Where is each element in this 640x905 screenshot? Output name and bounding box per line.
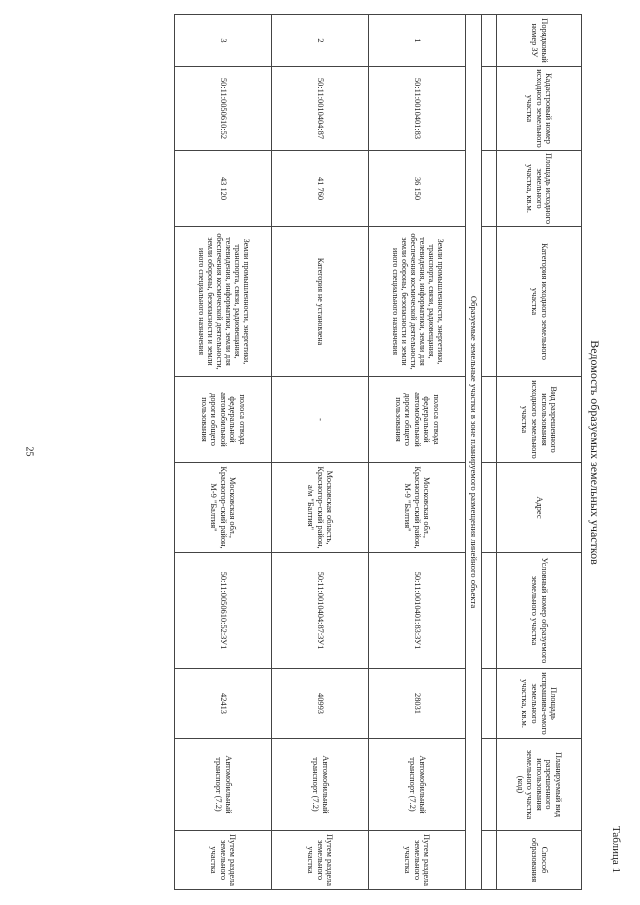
cell-formation-method: Путем раздела земельного участка bbox=[272, 831, 369, 890]
table-row bbox=[175, 15, 272, 890]
cell-requested-area: 40993 bbox=[272, 669, 369, 739]
cell-formation-method: Путем раздела земельного участка bbox=[175, 831, 272, 890]
cell-address: Московская область, Красногор-ский район, а/м "Балтия" bbox=[272, 463, 369, 553]
empty-row bbox=[482, 15, 497, 890]
page-number: 25 bbox=[23, 446, 35, 457]
cell-permitted-use: полоса отвода федеральной автомобильной дороги общего пользования bbox=[369, 377, 466, 463]
section-row bbox=[466, 15, 482, 890]
cell-address: Московская обл., Красногор-ский район, М-9 "Балтия" bbox=[175, 463, 272, 553]
header-cell-cadastral-number: Кадастровый номер исходного земельного участка bbox=[497, 67, 582, 151]
cell-cadastral-number: 50:11:0050610:52 bbox=[175, 67, 272, 151]
table-row bbox=[272, 15, 369, 890]
cell-category: Земли промышленности, энергетики, транспорта, связи, радиовещания, телевидения, информатики, земли для обеспечения космической деятельности, земли обороны, безопасности и земли иного специального назначения bbox=[369, 227, 466, 377]
header-cell-planned-use: Планируемый вид разрешенного использования земельного участка (код) bbox=[497, 739, 582, 831]
header-cell-permitted-use: Вид разрешенного использования исходного земельного участка bbox=[497, 377, 582, 463]
cell-source-area: 36 150 bbox=[369, 151, 466, 227]
cell-category: Земли промышленности, энергетики, транспорта, связи, радиовещания, телевидения, информатики, земли для обеспечения космической деятельности, земли обороны, безопасности и земли иного специального назначения bbox=[175, 227, 272, 377]
empty-cell bbox=[482, 463, 497, 553]
empty-cell bbox=[482, 227, 497, 377]
empty-cell bbox=[482, 739, 497, 831]
cell-source-area: 43 120 bbox=[175, 151, 272, 227]
header-cell-order-number: Порядковый номер ЗУ bbox=[497, 15, 582, 67]
cell-requested-area: 28031 bbox=[369, 669, 466, 739]
empty-cell bbox=[482, 377, 497, 463]
cell-permitted-use: - bbox=[272, 377, 369, 463]
cell-planned-use: Автомобильный транспорт (7.2) bbox=[175, 739, 272, 831]
empty-cell bbox=[482, 669, 497, 739]
header-cell-address: Адрес bbox=[497, 463, 582, 553]
empty-cell bbox=[482, 553, 497, 669]
cell-source-area: 41 760 bbox=[272, 151, 369, 227]
land-plots-table bbox=[174, 14, 582, 890]
cell-order-number: 2 bbox=[272, 15, 369, 67]
header-row bbox=[497, 15, 582, 890]
empty-cell bbox=[482, 151, 497, 227]
cell-permitted-use: полоса отвода федеральной автомобильной дороги общего пользования bbox=[175, 377, 272, 463]
cell-category: Категория не установлена bbox=[272, 227, 369, 377]
cell-formation-method: Путем раздела земельного участка bbox=[369, 831, 466, 890]
header-cell-formation-method: Способ образования bbox=[497, 831, 582, 890]
header-cell-new-number: Условный номер образуемого земельного участка bbox=[497, 553, 582, 669]
table-row bbox=[369, 15, 466, 890]
cell-planned-use: Автомобильный транспорт (7.2) bbox=[272, 739, 369, 831]
empty-cell bbox=[482, 15, 497, 67]
cell-cadastral-number: 50:11:0010401:83 bbox=[369, 67, 466, 151]
header-cell-category: Категория исходного земельного участка bbox=[497, 227, 582, 377]
cell-new-number: 50:11:0010404:87:ЗУ1 bbox=[272, 553, 369, 669]
cell-new-number: 50:11:0050610:52:ЗУ1 bbox=[175, 553, 272, 669]
cell-cadastral-number: 50:11:0010404:87 bbox=[272, 67, 369, 151]
table-caption: Таблица 1 bbox=[610, 825, 622, 873]
document-title: Ведомость образуемых земельных участков bbox=[588, 340, 602, 565]
cell-new-number: 50:11:0010401:83:ЗУ1 bbox=[369, 553, 466, 669]
cell-requested-area: 42413 bbox=[175, 669, 272, 739]
header-cell-requested-area: Площадь испрашива-емого земельного участка, кв.м. bbox=[497, 669, 582, 739]
empty-cell bbox=[482, 67, 497, 151]
header-cell-source-area: Площадь исходного земельного участка, кв.м. bbox=[497, 151, 582, 227]
cell-order-number: 3 bbox=[175, 15, 272, 67]
cell-order-number: 1 bbox=[369, 15, 466, 67]
cell-planned-use: Автомобильный транспорт (7.2) bbox=[369, 739, 466, 831]
empty-cell bbox=[482, 831, 497, 890]
cell-address: Московская обл., Красногор-ский район, М-9 "Балтия" bbox=[369, 463, 466, 553]
section-title: Образуемые земельные участки в зоне планируемого размещения линейного объекта bbox=[466, 15, 482, 890]
